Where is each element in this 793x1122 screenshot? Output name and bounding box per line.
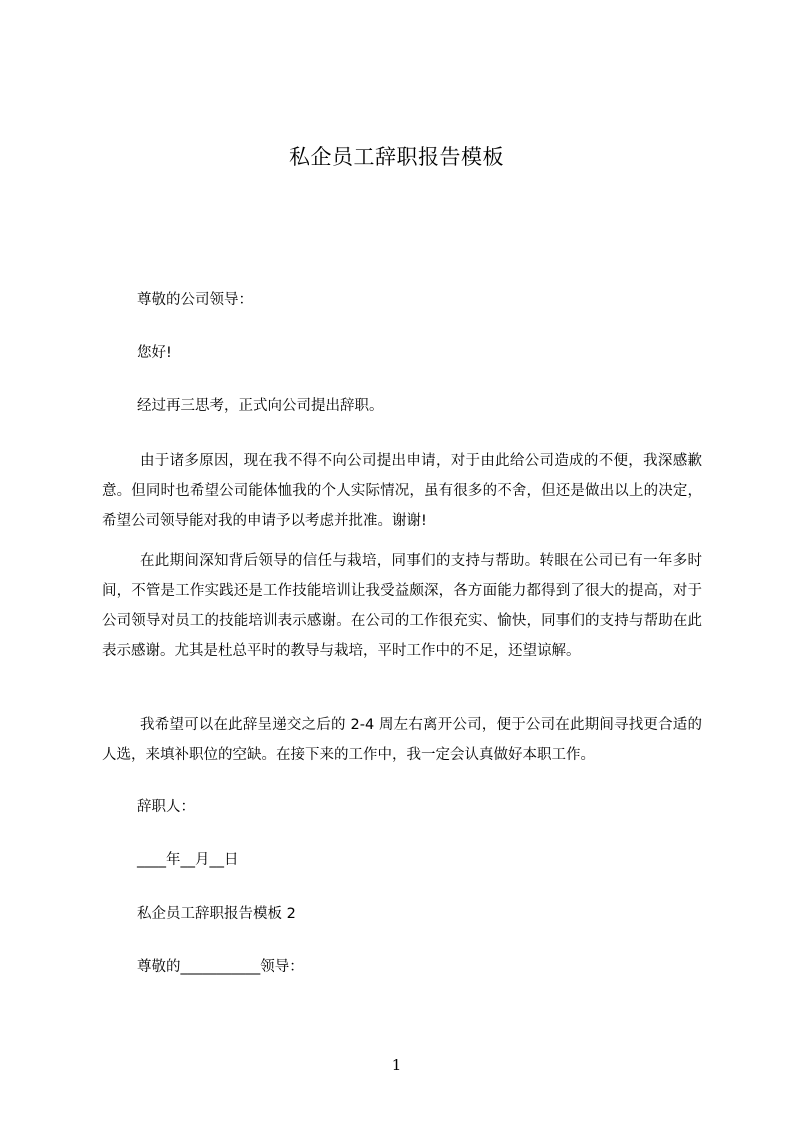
document-title: 私企员工辞职报告模板 bbox=[289, 145, 504, 169]
page-number: 1 bbox=[391, 1056, 402, 1074]
salutation: 尊敬的公司领导： bbox=[137, 292, 253, 308]
signature-label: 辞职人： bbox=[137, 799, 195, 815]
date-line: ____年__月__日 bbox=[137, 852, 239, 868]
template-2-title: 私企员工辞职报告模板 2 bbox=[137, 906, 296, 922]
paragraph-2: 由于诸多原因，现在我不得不向公司提出申请，对于由此给公司造成的不便，我深感歉意。但同时也希望公司能体恤我的个人实际情况，虽有很多的不舍，但还是做出以上的决定，希望公司领导能对我的申请予以考虑并批准。谢谢! bbox=[102, 453, 702, 529]
paragraph-3: 在此期间深知背后领导的信任与栽培，同事们的支持与帮助。转眼在公司已有一年多时间，不管是工作实践还是工作技能培训让我受益颇深，各方面能力都得到了很大的提高，对于公司领导对员工的技能培训表示感谢。在公司的工作很充实、愉快，同事们的支持与帮助在此表示感谢。尤其是杜总平时的教导与栽培，平时工作中的不足，还望谅解。 bbox=[102, 553, 702, 659]
template-2-salutation: 尊敬的___________领导： bbox=[137, 959, 304, 975]
greeting: 您好! bbox=[137, 345, 172, 361]
paragraph-4: 我希望可以在此辞呈递交之后的 2-4 周左右离开公司，便于公司在此期间寻找更合适的人选，来填补职位的空缺。在接下来的工作中，我一定会认真做好本职工作。 bbox=[102, 717, 702, 763]
paragraph-1: 经过再三思考，正式向公司提出辞职。 bbox=[137, 398, 384, 414]
